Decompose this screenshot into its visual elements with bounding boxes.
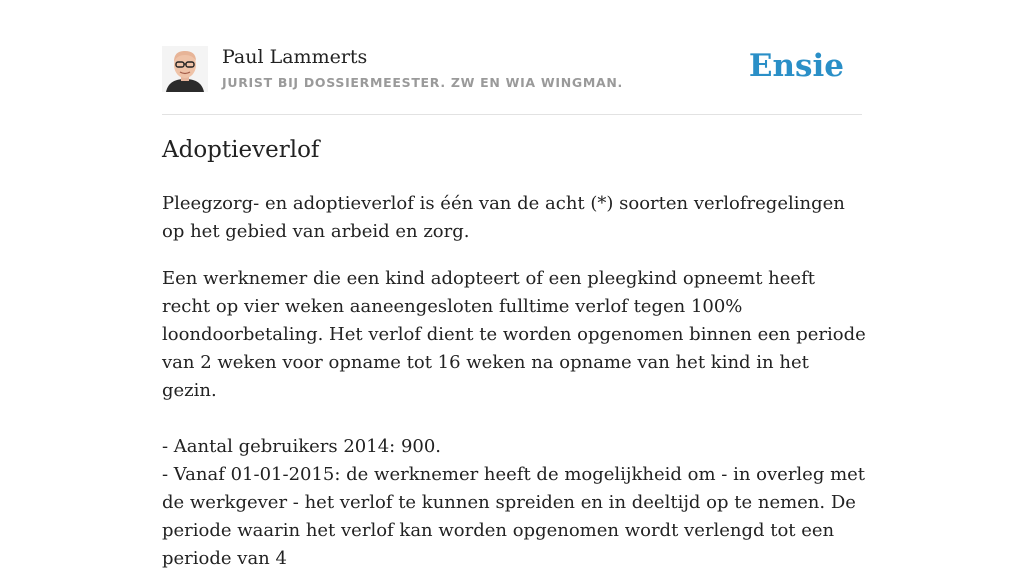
article-paragraph-1: Pleegzorg- en adoptieverlof is één van de acht (*) soorten verlofregelingen op het gebied van arbeid en zorg. [162, 193, 845, 242]
author-avatar[interactable] [162, 46, 208, 92]
article-title: Adoptieverlof [162, 137, 320, 163]
author-header [162, 44, 862, 115]
author-photo [162, 46, 208, 92]
article-paragraph-2: Een werknemer die een kind adopteert of een pleegkind opneemt heeft recht op vier weken aaneengesloten fulltime verlof tegen 100% loondoorbetaling. Het verlof dient te worden opgenomen binnen een periode van 2 weken voor opname tot 16 weken na opname van het kind in het gezin. - Aantal gebruikers 2014: 900. - Vanaf 01-01-2015: de werknemer heeft de mogelijkheid om - in overleg met de werkgever - het verlof te kunnen spreiden en in deeltijd op te nemen. De periode waarin het verlof kan worden opgenomen wordt verlengd tot een periode van 4 [162, 268, 866, 569]
author-role: JURIST BIJ DOSSIERMEESTER. ZW EN WIA WINGMAN. [222, 75, 623, 90]
author-name[interactable]: Paul Lammerts [222, 46, 368, 68]
ensie-logo[interactable]: Ensie [748, 48, 844, 84]
